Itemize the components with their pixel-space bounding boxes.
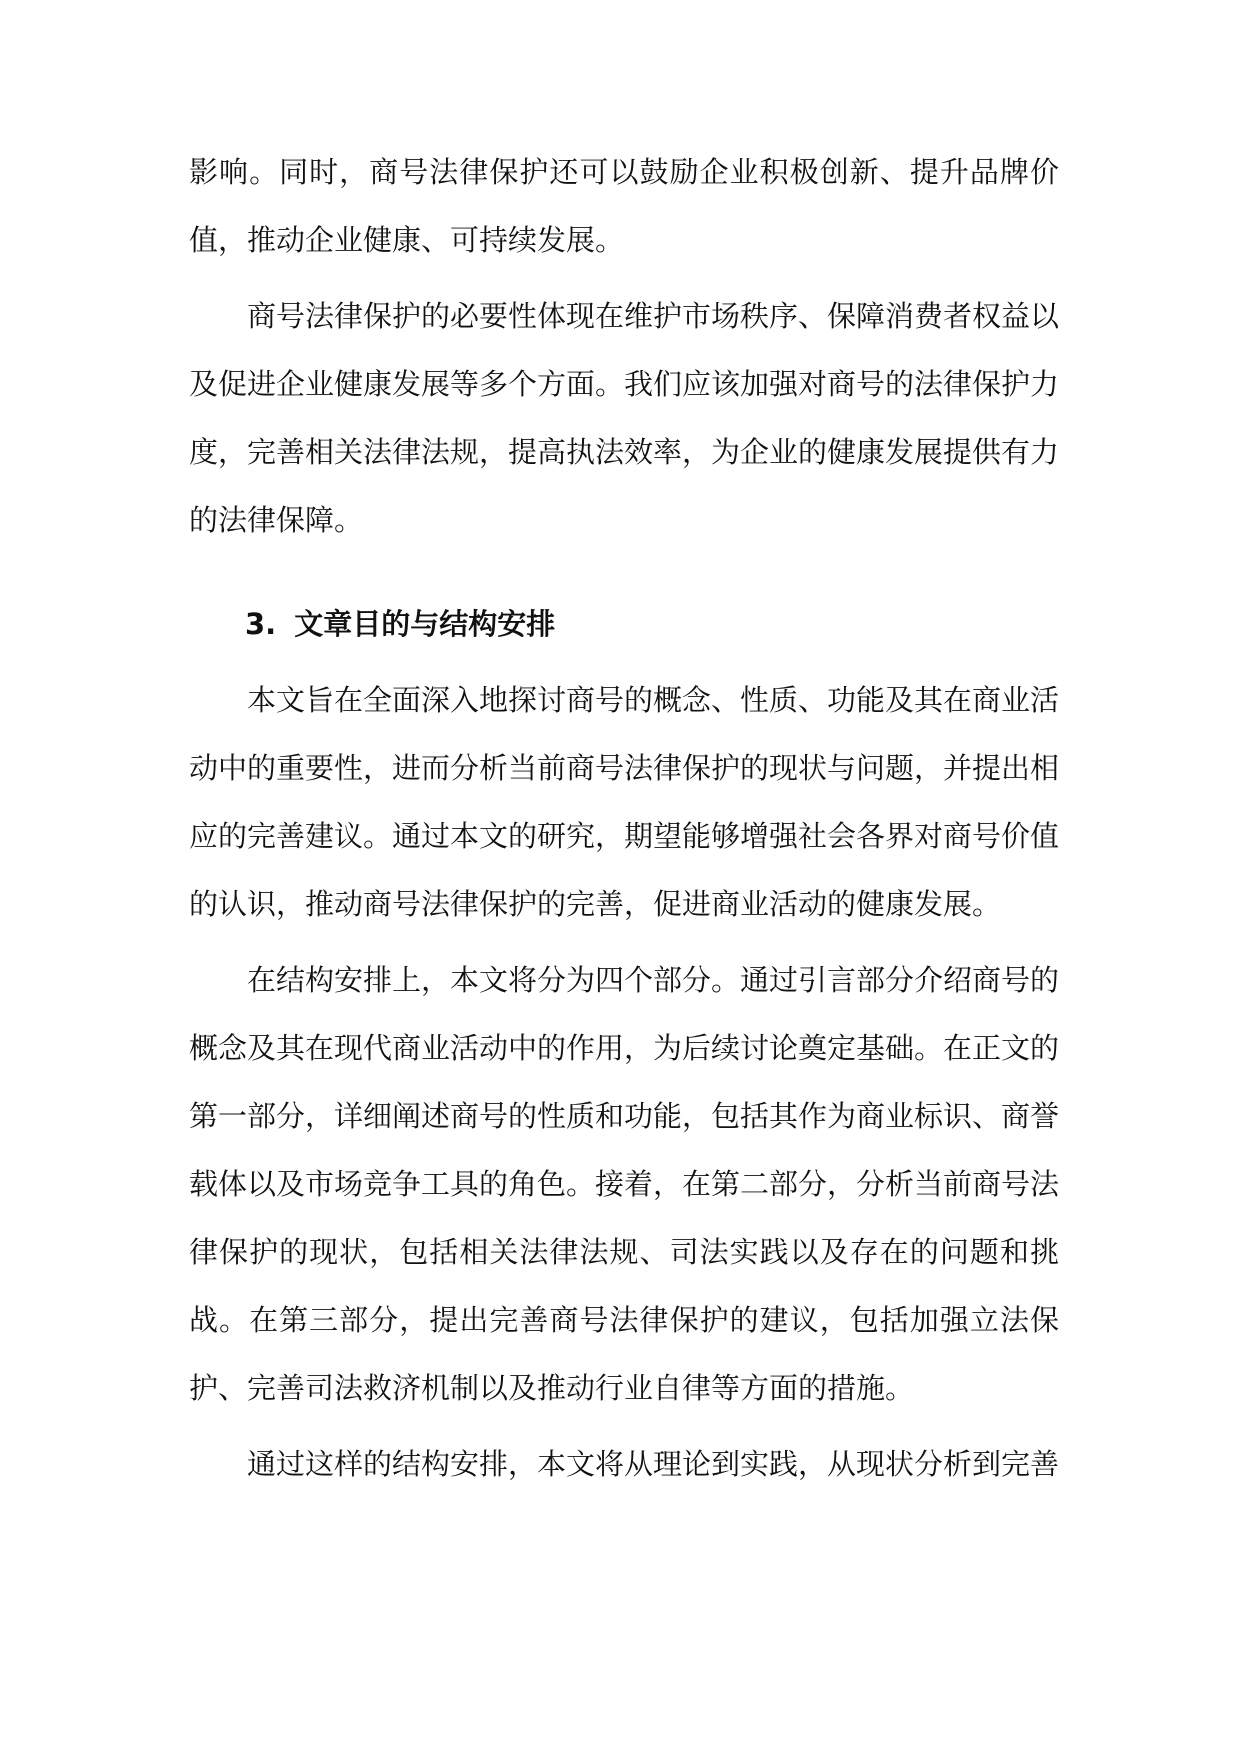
paragraph-continuation: 影响。同时，商号法律保护还可以鼓励企业积极创新、提升品牌价值，推动企业健康、可持续发展。	[189, 155, 1059, 257]
paragraph-necessity: 商号法律保护的必要性体现在维护市场秩序、保障消费者权益以及促进企业健康发展等多个方面。我们应该加强对商号的法律保护力度，完善相关法律法规，提高执法效率，为企业的健康发展提供有力的法律保障。	[189, 299, 1060, 537]
section-title: 文章目的与结构安排	[294, 607, 556, 641]
section-heading	[189, 590, 1059, 658]
paragraph-structure: 在结构安排上，本文将分为四个部分。通过引言部分介绍商号的概念及其在现代商业活动中的作用，为后续讨论奠定基础。在正文的第一部分，详细阐述商号的性质和功能，包括其作为商业标识、商誉载体以及市场竞争工具的角色。接着，在第二部分，分析当前商号法律保护的现状，包括相关法律法规、司法实践以及存在的问题和挑战。在第三部分，提出完善商号法律保护的建议，包括加强立法保护、完善司法救济机制以及推动行业自律等方面的措施。	[189, 963, 1060, 1405]
document-body	[189, 138, 1059, 1498]
paragraph-purpose: 本文旨在全面深入地探讨商号的概念、性质、功能及其在商业活动中的重要性，进而分析当前商号法律保护的现状与问题，并提出相应的完善建议。通过本文的研究，期望能够增强社会各界对商号价值的认识，推动商号法律保护的完善，促进商业活动的健康发展。	[189, 683, 1060, 921]
paragraph-closing: 通过这样的结构安排，本文将从理论到实践，从现状分析到完善	[247, 1447, 1060, 1481]
section-number: 3.	[245, 607, 277, 641]
